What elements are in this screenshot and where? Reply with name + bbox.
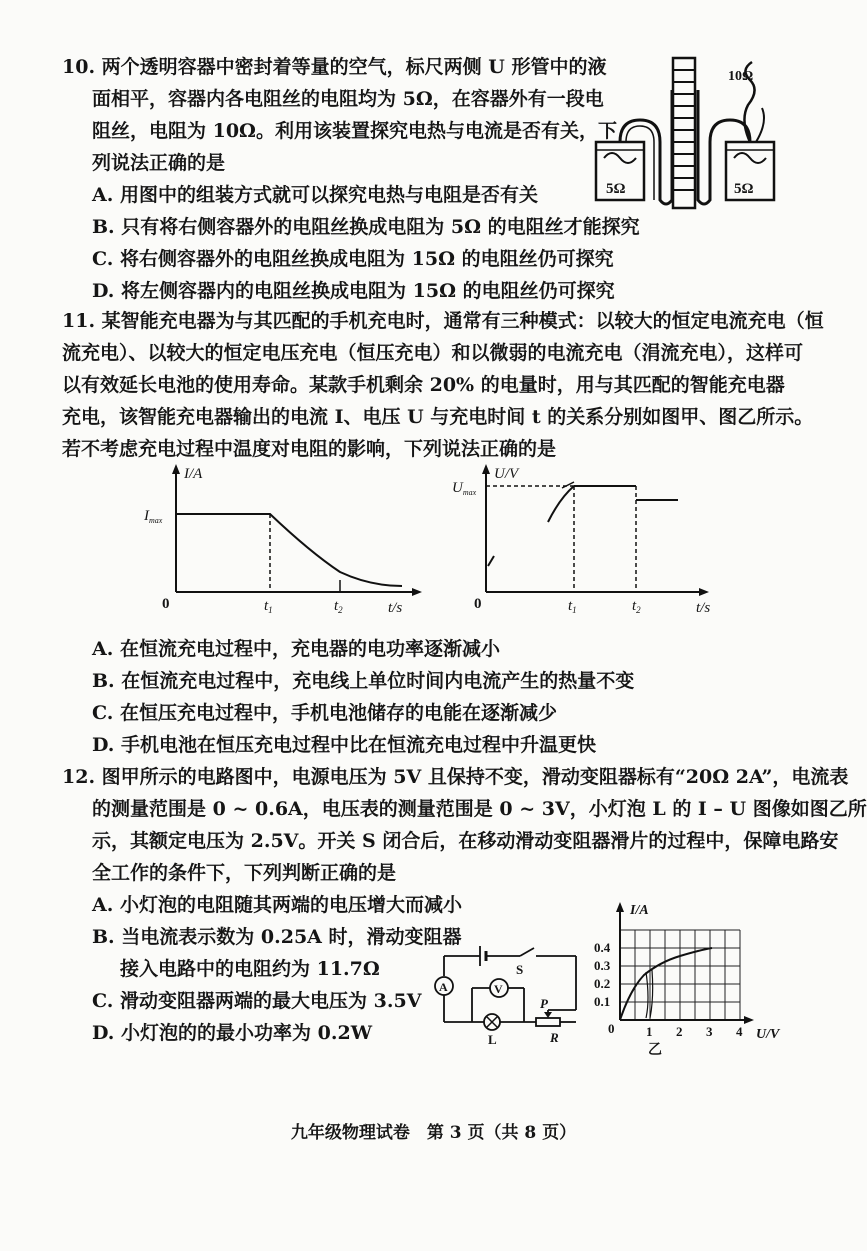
q12-option-a: A. 小灯泡的电阻随其两端的电压增大而减小: [92, 894, 462, 916]
q11-graph-i-origin: 0: [162, 596, 170, 612]
q11-graph-i-ymark: $I_{max}$: [144, 508, 163, 525]
q12-line-3: 示，其额定电压为 2.5V。开关 S 闭合后，在移动滑动变阻器滑片的过程中，保障电路安: [92, 830, 839, 852]
q10-apparatus-figure: [590, 50, 780, 210]
q12-lamp-label: L: [488, 1032, 497, 1047]
q12-iu-origin: 0: [608, 1021, 615, 1036]
q12-rheostat-label: R: [550, 1030, 559, 1045]
q11-graph-i-t2: $t_2$: [334, 598, 343, 615]
q11-graph-i-xlabel: t/s: [388, 600, 403, 616]
q12-option-c: C. 滑动变阻器两端的最大电压为 3.5V: [92, 990, 422, 1012]
q11-line-1: 11. 某智能充电器为与其匹配的手机充电时，通常有三种模式：以较大的恒定电流充电（恒: [62, 310, 824, 332]
q12-iu-xtick-1: 1: [646, 1024, 653, 1039]
q12-iu-xtick-3: 3: [706, 1024, 713, 1039]
q12-line-2: 的测量范围是 0 ~ 0.6A，电压表的测量范围是 0 ~ 3V，小灯泡 L 的 I – U 图像如图乙所: [92, 798, 867, 820]
q12-iu-ytick-4: 0.4: [594, 940, 611, 955]
q11-option-b: B. 在恒流充电过程中，充电线上单位时间内电流产生的热量不变: [92, 670, 635, 692]
q12-circuit-diagram: [436, 940, 586, 1047]
q10-right-resistor-label: 5Ω: [734, 181, 754, 197]
q10-option-d: D. 将左侧容器内的电阻丝换成电阻为 15Ω 的电阻丝仍可探究: [92, 280, 615, 302]
q12-line-1: 12. 图甲所示的电路图中，电源电压为 5V 且保持不变，滑动变阻器标有“20Ω 2A”，电流表: [62, 766, 849, 788]
q12-voltmeter-symbol: V: [494, 982, 503, 996]
q11-graph-u-origin: 0: [474, 596, 482, 612]
q12-option-b: B. 当电流表示数为 0.25A 时，滑动变阻器: [92, 926, 462, 948]
q12-iu-xlabel: U/V: [756, 1027, 780, 1042]
q11-graph-u-ylabel: U/V: [494, 466, 519, 482]
q12-switch-label: S: [516, 962, 524, 977]
q10-line-4: 列说法正确的是: [92, 152, 226, 174]
q12-iu-ytick-2: 0.2: [594, 976, 611, 991]
q11-option-c: C. 在恒压充电过程中，手机电池储存的电能在逐渐减少: [92, 702, 558, 724]
q12-iu-ytick-1: 0.1: [594, 994, 611, 1009]
q12-slider-label: P: [540, 996, 548, 1011]
q11-current-time-graph: [140, 462, 440, 622]
q10-line-1: 10. 两个透明容器中密封着等量的空气，标尺两侧 U 形管中的液: [62, 56, 607, 78]
q10-option-c: C. 将右侧容器外的电阻丝换成电阻为 15Ω 的电阻丝仍可探究: [92, 248, 614, 270]
q11-graph-i-t1: $t_1$: [264, 598, 273, 615]
q12-ammeter-symbol: A: [439, 980, 448, 994]
q10-outside-resistor-label: 10Ω: [728, 69, 754, 84]
q11-graph-u-ymark: $U_{max}$: [452, 480, 477, 497]
q12-option-b-cont: 接入电路中的电阻约为 11.7Ω: [120, 958, 380, 980]
q12-iu-graph: [590, 900, 790, 1060]
q12-iu-ylabel: I/A: [630, 903, 649, 918]
q11-line-5: 若不考虑充电过程中温度对电阻的影响，下列说法正确的是: [62, 438, 557, 460]
q11-line-3: 以有效延长电池的使用寿命。某款手机剩余 20% 的电量时，用与其匹配的智能充电器: [62, 374, 785, 396]
q11-option-d: D. 手机电池在恒压充电过程中比在恒流充电过程中升温更快: [92, 734, 597, 756]
page-footer: 九年级物理试卷 第 3 页（共 8 页）: [290, 1123, 577, 1143]
q11-graph-u-t2: $t_2$: [632, 598, 641, 615]
q11-line-4: 充电，该智能充电器输出的电流 I、电压 U 与充电时间 t 的关系分别如图甲、图乙所示。: [62, 406, 814, 428]
q12-iu-caption: 乙: [648, 1043, 662, 1058]
q11-graph-u-t1: $t_1$: [568, 598, 577, 615]
q10-option-b: B. 只有将右侧容器外的电阻丝换成电阻为 5Ω 的电阻丝才能探究: [92, 216, 640, 238]
q10-left-resistor-label: 5Ω: [606, 181, 626, 197]
q11-graph-i-ylabel: I/A: [184, 466, 203, 482]
q10-option-a: A. 用图中的组装方式就可以探究电热与电阻是否有关: [92, 184, 538, 206]
q12-iu-xtick-4: 4: [736, 1024, 743, 1039]
q11-option-a: A. 在恒流充电过程中，充电器的电功率逐渐减小: [92, 638, 500, 660]
q12-line-4: 全工作的条件下，下列判断正确的是: [92, 862, 397, 884]
q11-graph-u-xlabel: t/s: [696, 600, 711, 616]
q10-line-2: 面相平，容器内各电阻丝的电阻均为 5Ω，在容器外有一段电: [92, 88, 604, 110]
q10-line-3: 阻丝，电阻为 10Ω。利用该装置探究电热与电流是否有关，下: [92, 120, 617, 142]
q12-iu-xtick-2: 2: [676, 1024, 683, 1039]
q11-line-2: 流充电）、以较大的恒定电压充电（恒压充电）和以微弱的电流充电（涓流充电），这样可: [62, 342, 804, 364]
q12-option-d: D. 小灯泡的的最小功率为 0.2W: [92, 1022, 373, 1044]
q11-voltage-time-graph: [450, 462, 730, 622]
q12-iu-ytick-3: 0.3: [594, 958, 611, 973]
